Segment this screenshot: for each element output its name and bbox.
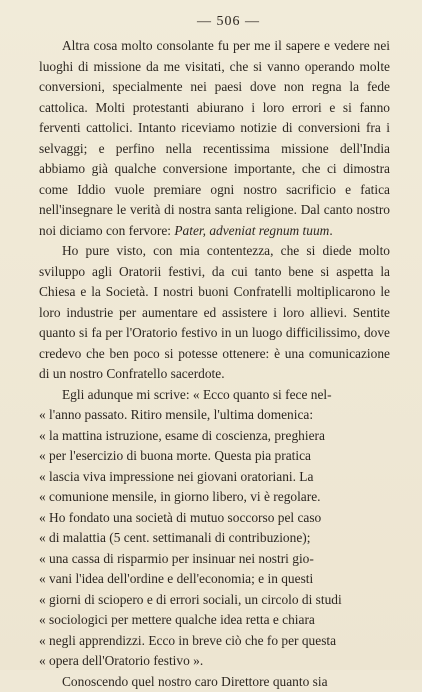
quote-line: « Ho fondato una società di mutuo soccorso pel caso xyxy=(39,508,390,529)
paragraph-1-text: Altra cosa molto consolante fu per me il sapere e vedere nei luoghi di missione da me visitati, che si vanno operando molte conversioni, specialmente nei paesi dove non regna la fede cattolica. Molti protestanti abiurano i loro errori e si fanno ferventi cattolici. Intanto riceviamo notizie di conversioni fra i selvaggi; e perfino nella recentissima missione dell'India abbiamo già qualche conversione importante, che ci dimostra come Iddio vuole premiare ogni nostro sacrificio e fatica nell'insegnare le verità di nostra santa religione. Dal canto nostro noi diciamo con fervore: xyxy=(39,38,390,238)
body-text xyxy=(39,36,390,692)
quote-line: « per l'esercizio di buona morte. Questa pia pratica xyxy=(39,446,390,467)
quote-line: « sociologici per mettere qualche idea retta e chiara xyxy=(39,610,390,631)
quote-line: « lascia viva impressione nei giovani oratoriani. La xyxy=(39,467,390,488)
quote-line: « opera dell'Oratorio festivo ». xyxy=(39,651,390,672)
paragraph-1 xyxy=(39,36,390,241)
quote-line: « vani l'idea dell'ordine e dell'economia; e in questi xyxy=(39,569,390,590)
paragraph-2: Ho pure visto, con mia contentezza, che si diede molto sviluppo agli Oratorii festivi, da cui tanto bene si aspetta la Chiesa e la Società. I nostri buoni Confratelli moltiplicarono le loro industrie per aumentare ed assistere i loro allievi. Sentite quanto si fa per l'Oratorio festivo in un luogo difficilissimo, dove credevo che ben poco si potesse ottenere: è una comunicazione di un nostro Confratello sacerdote. xyxy=(39,241,390,385)
paragraph-4: Conoscendo quel nostro caro Direttore quanto sia xyxy=(39,672,390,692)
quote-line: « comunione mensile, in giorno libero, vi è regolare. xyxy=(39,487,390,508)
quote-line: « una cassa di risparmio per insinuar nei nostri gio- xyxy=(39,549,390,570)
paragraph-1-end: . xyxy=(329,223,332,238)
page-number: — 506 — xyxy=(67,14,390,30)
quote-line: « l'anno passato. Ritiro mensile, l'ultima domenica: xyxy=(39,405,390,426)
latin-quote: Pater, adveniat regnum tuum xyxy=(174,223,329,238)
quote-line: « la mattina istruzione, esame di coscienza, preghiera xyxy=(39,426,390,447)
quote-line: « negli apprendizzi. Ecco in breve ciò che fo per questa xyxy=(39,631,390,652)
quote-line: « di malattia (5 cent. settimanali di contribuzione); xyxy=(39,528,390,549)
paragraph-3 xyxy=(39,385,390,672)
quote-line: « giorni di sciopero e di errori sociali, un circolo di studi xyxy=(39,590,390,611)
paragraph-3-first-line: Egli adunque mi scrive: « Ecco quanto si fece nel- xyxy=(39,385,390,406)
